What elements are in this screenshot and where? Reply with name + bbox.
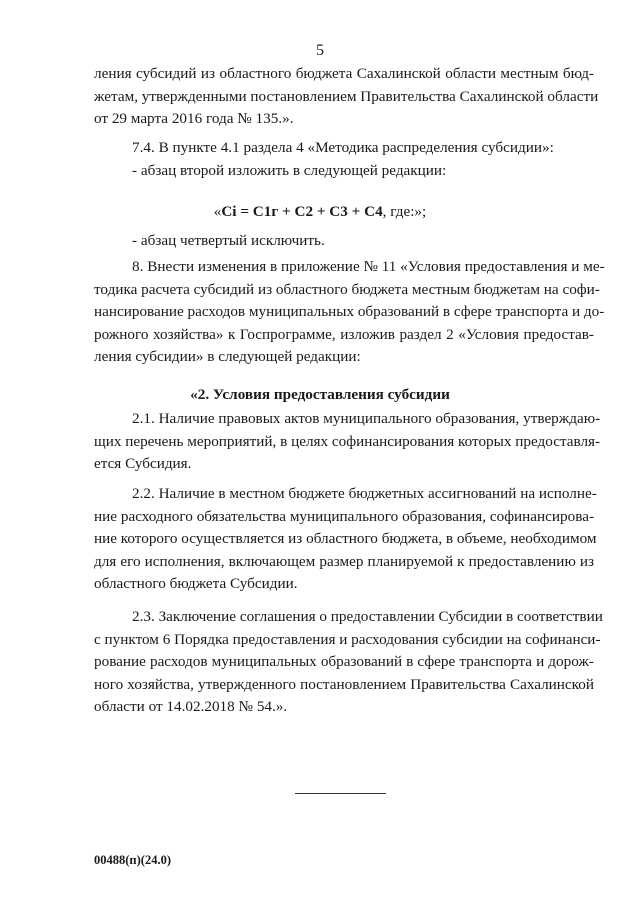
text-line: тодика расчета субсидий из областного бюджета местным бюджетам на софи- bbox=[94, 280, 600, 298]
text-line: 8. Внести изменения в приложение № 11 «Условия предоставления и ме- bbox=[132, 258, 605, 275]
text-line: ется Субсидия. bbox=[94, 455, 192, 472]
text-line: областного бюджета Субсидии. bbox=[94, 575, 298, 592]
text-line: ние которого осуществляется из областного бюджета, в объеме, необходимом bbox=[94, 530, 597, 547]
page-number: 5 bbox=[316, 42, 324, 59]
text-line: для его исполнения, включающем размер планируемой к предоставлению из bbox=[94, 552, 594, 570]
text-line: рование расходов муниципальных образований в сфере транспорта и дорож- bbox=[94, 653, 594, 670]
document-code: 00488(п)(24.0) bbox=[94, 853, 171, 867]
text-line: ного хозяйства, утвержденного постановлением Правительства Сахалинской bbox=[94, 675, 594, 693]
paragraph-2-2 bbox=[94, 483, 597, 596]
formula bbox=[0, 201, 640, 223]
text-line: - абзац четвертый исключить. bbox=[132, 232, 325, 249]
text-line: области от 14.02.2018 № 54.». bbox=[94, 698, 288, 715]
paragraph-exclusion bbox=[94, 230, 594, 253]
text-line: ления субсидии» в следующей редакции: bbox=[94, 348, 361, 365]
text-line: 2.2. Наличие в местном бюджете бюджетных ассигнований на исполне- bbox=[132, 485, 597, 502]
text-line: 2.1. Наличие правовых актов муниципального образования, утверждаю- bbox=[132, 410, 601, 427]
formula-tail: , где:»; bbox=[382, 203, 427, 220]
paragraph-8 bbox=[94, 256, 605, 369]
formula-open-quote: « bbox=[213, 203, 222, 220]
text-line: рожного хозяйства» к Госпрограмме, изложив раздел 2 «Условия предостав- bbox=[94, 325, 594, 343]
text-line: 7.4. В пункте 4.1 раздела 4 «Методика распределения субсидии»: bbox=[132, 139, 554, 156]
paragraph-2-1 bbox=[94, 408, 601, 476]
text-line: жетам, утвержденными постановлением Правительства Сахалинской области bbox=[94, 87, 599, 105]
text-line: щих перечень мероприятий, в целях софинансирования которых предоставля- bbox=[94, 432, 601, 450]
text-line: ние расходного обязательства муниципального образования, софинансирова- bbox=[94, 507, 594, 525]
text-line: - абзац второй изложить в следующей редакции: bbox=[132, 161, 447, 179]
text-line: ления субсидий из областного бюджета Сахалинской области местным бюд- bbox=[94, 65, 594, 82]
separator-line bbox=[295, 793, 386, 794]
paragraph-2-3 bbox=[94, 606, 603, 719]
text-line: 2.3. Заключение соглашения о предоставлении Субсидии в соответствии bbox=[132, 608, 603, 625]
paragraph-7-4 bbox=[94, 137, 594, 182]
text-line: от 29 марта 2016 года № 135.». bbox=[94, 110, 294, 127]
text-line: с пунктом 6 Порядка предоставления и расходования субсидии на софинанси- bbox=[94, 630, 601, 648]
section-heading: «2. Условия предоставления субсидии bbox=[190, 386, 450, 403]
text-line: нансирование расходов муниципальных образований в сфере транспорта и до- bbox=[94, 303, 605, 320]
formula-expression: Ci = C1г + C2 + C3 + C4 bbox=[221, 203, 383, 220]
paragraph-7-3-continuation bbox=[94, 63, 599, 131]
